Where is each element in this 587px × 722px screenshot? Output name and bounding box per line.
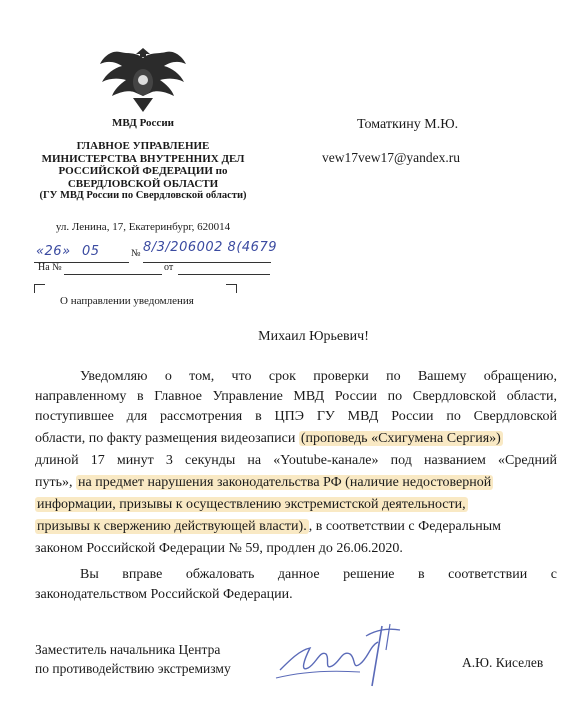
signer-title [35,640,231,678]
org-line: ГЛАВНОЕ УПРАВЛЕНИЕ [76,140,210,152]
recipient-email: vew17vew17@yandex.ru [322,150,461,165]
handwritten-day: «26» [36,244,71,259]
handwritten-number: 8/3/206002 8(4679 [143,240,277,255]
from-label: от [164,262,174,273]
double-headed-eagle-emblem [98,48,188,114]
org-line: СВЕРДЛОВСКОЙ ОБЛАСТИ [67,177,219,190]
org-line: РОССИЙСКОЙ ФЕДЕРАЦИИ по [58,165,228,177]
signer-title-line: по противодействию экстремизму [35,661,231,676]
handwritten-signature [270,620,420,690]
body-line: Уведомляю о том, что срок проверки по Вашему обращению, [80,369,557,384]
body-line: законодательством Российской Федерации. [35,587,293,602]
org-short-name: (ГУ МВД России по Свердловской области) [39,190,247,201]
subject-bracket-right [226,284,237,293]
number-underline [143,262,271,263]
emblem-caption: МВД России [111,117,174,129]
on-number-label: На № [38,262,62,273]
signer-title-line: Заместитель начальника Центра [35,642,221,657]
body-text: области, по факту размещения видеозаписи [35,431,296,446]
organization-block [0,140,286,203]
body-line [35,473,557,493]
handwritten-month: 05 [82,244,100,259]
body-line: длиной 17 минут 3 секунды на «Youtube-канале» под названием «Средний [35,453,557,468]
highlighted-text: (проповедь «Схигумена Сергия») [300,431,501,446]
body-line: поступившее для рассмотрения в ЦПЭ ГУ МВД России по Свердловской [35,409,557,424]
greeting: Михаил Юрьевич! [258,329,369,344]
body-line [35,517,557,537]
highlighted-text: на предмет нарушения законодательства РФ (наличие недостоверной [78,475,492,490]
subject-line: О направлении уведомления [60,295,194,307]
signer-name: А.Ю. Киселев [462,655,544,670]
org-line: МИНИСТЕРСТВА ВНУТРЕННИХ ДЕЛ [41,152,245,165]
on-number-underline [64,274,162,275]
body-text: путь», [35,475,73,490]
org-address: ул. Ленина, 17, Екатеринбург, 620014 [55,221,231,233]
subject-bracket-left [34,284,45,293]
body-line: направленному в Главное Управление МВД России по Свердловской области, [35,389,557,404]
body-line: законом Российской Федерации № 59, продлен до 26.06.2020. [35,541,403,556]
number-label: № [131,248,141,259]
body-line: Вы вправе обжаловать данное решение в соответствии с [80,567,557,582]
body-line [35,429,557,449]
highlighted-text: призывы к свержению действующей власти). [37,519,307,534]
body-text: , в соответствии с Федеральным [308,519,502,534]
from-underline [178,274,270,275]
highlighted-text: информации, призывы к осуществлению экстремистской деятельности, [37,497,466,512]
recipient-name: Томаткину М.Ю. [357,117,459,132]
body-line [35,495,557,515]
